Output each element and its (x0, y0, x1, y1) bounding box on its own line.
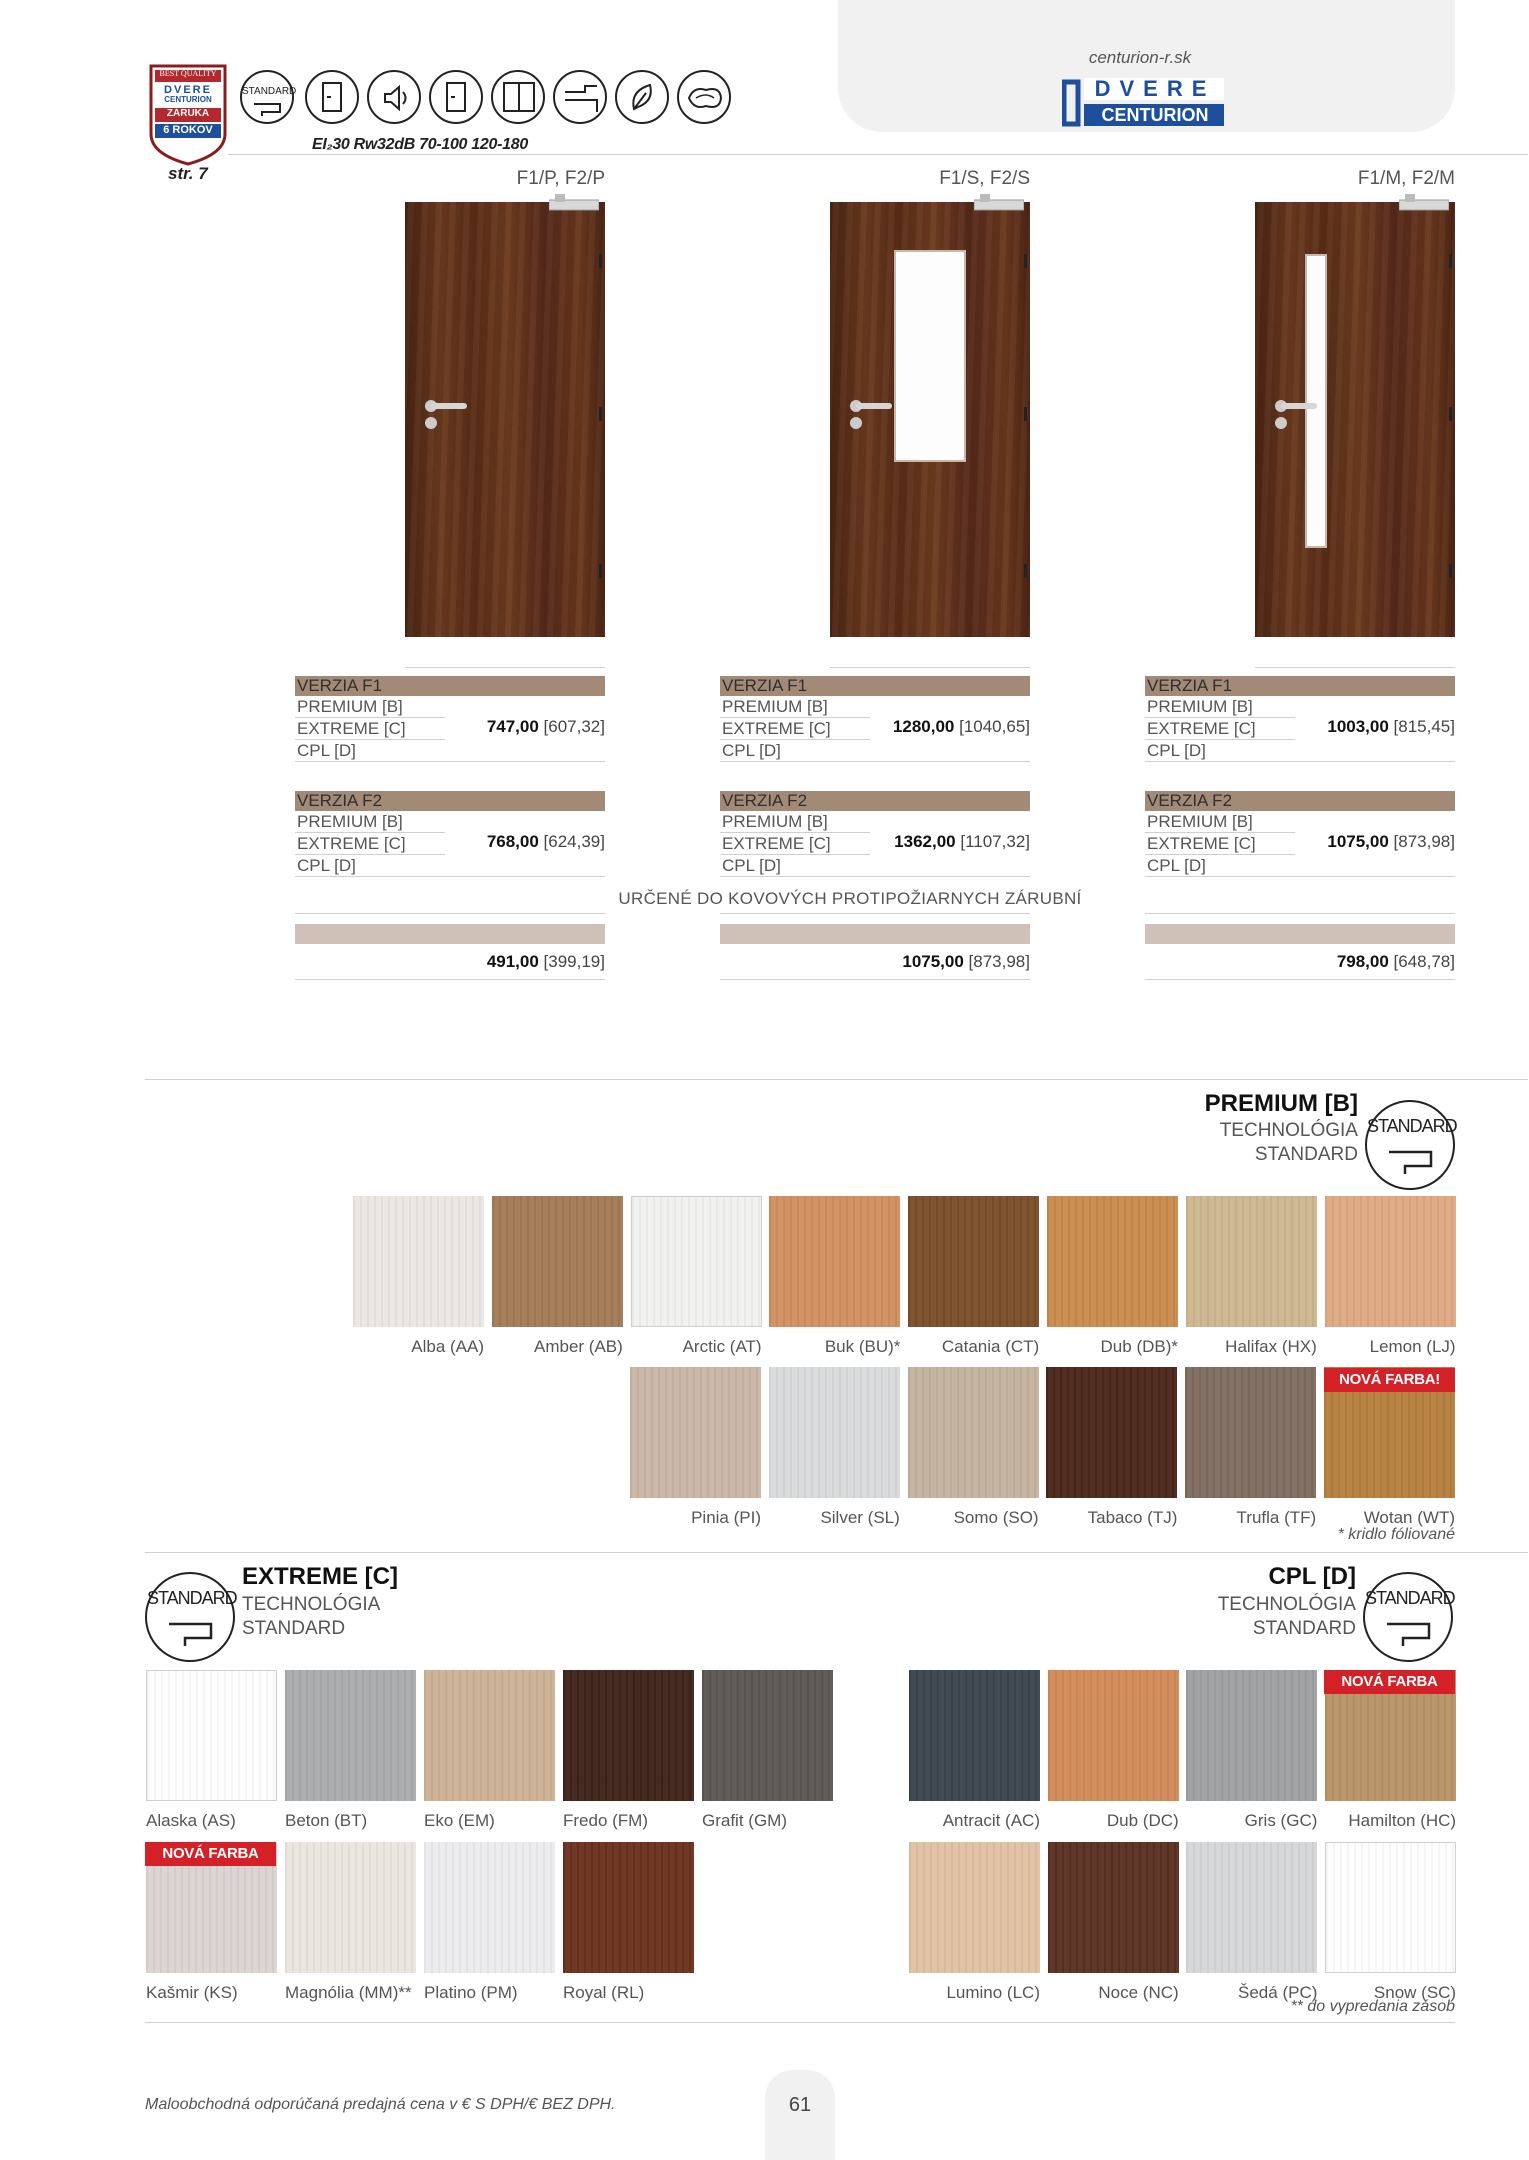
swatch-label: Eko (EM) (424, 1811, 495, 1830)
pricing-row-label: EXTREME [C] (297, 834, 406, 853)
price-frame-net: [648,78] (1393, 952, 1455, 971)
frame-top-line (1145, 913, 1455, 914)
frame-top-line (295, 913, 605, 914)
door-title-m: F1/M, F2/M (1357, 168, 1455, 189)
color-swatch[interactable] (285, 1842, 416, 1973)
price-f1 (1255, 717, 1455, 737)
pricing-row-label: CPL [D] (1147, 741, 1206, 760)
swatch-label: Amber (AB) (534, 1337, 623, 1356)
swatch-label: Royal (RL) (563, 1983, 645, 2002)
swatch-label: Dub (DB)* (1100, 1337, 1178, 1356)
frame-note: URČENÉ DO KOVOVÝCH PROTIPOŽIARNYCH ZÁRUBNÍ (618, 889, 1082, 908)
pricing-row-label: PREMIUM [B] (1147, 697, 1253, 716)
frame-bottom-line (295, 979, 605, 980)
badge-line4: ZÁRUKA (166, 108, 210, 119)
pricing-row-label: PREMIUM [B] (1147, 812, 1253, 831)
color-swatch[interactable] (631, 1196, 762, 1327)
color-swatch[interactable] (909, 1842, 1040, 1973)
pricing-row-line (720, 876, 1030, 877)
pricing-row-label: EXTREME [C] (722, 719, 831, 738)
price-f1 (405, 717, 605, 737)
price-f2-gross: 768,00 (486, 832, 539, 851)
color-swatch[interactable] (492, 1196, 623, 1327)
swatch-label: Snow (SC) (1373, 1983, 1457, 2002)
pricing-top-line (830, 667, 1030, 668)
color-swatch[interactable] (1186, 1196, 1317, 1327)
swatch-label: Pinia (PI) (691, 1508, 761, 1527)
page-number: 61 (765, 2070, 835, 2160)
color-swatch[interactable] (702, 1670, 833, 1801)
swatch-label: Halifax (HX) (1225, 1337, 1317, 1356)
swatch-label: Somo (SO) (953, 1508, 1039, 1527)
price-frame-net: [399,19] (543, 952, 605, 971)
door-image-glass-wide (830, 202, 1030, 637)
frame-bottom-line (1145, 979, 1455, 980)
standard-technology-icon (240, 70, 297, 124)
extreme-standard-badge (145, 1572, 235, 1662)
price-f2-net: [624,39] (543, 832, 605, 851)
color-swatch[interactable] (1185, 1367, 1316, 1498)
version-f1-band: VERZIA F1 (295, 676, 605, 696)
color-swatch[interactable] (1325, 1842, 1456, 1973)
door-width-icon (429, 70, 483, 124)
color-swatch[interactable] (769, 1367, 900, 1498)
extreme-sub2: STANDARD (242, 1618, 346, 1639)
swatch-label: Hamilton (HC) (1348, 1811, 1457, 1830)
swatch-label: Magnólia (MM)** (285, 1983, 412, 2002)
swatch-label: Wotan (WT) (1363, 1508, 1455, 1527)
frame-bottom-line (720, 979, 1030, 980)
premium-standard-badge (1365, 1100, 1455, 1190)
badge-line1: BEST QUALITY (159, 69, 217, 78)
swatch-label: Lemon (LJ) (1369, 1337, 1456, 1356)
premium-badge-label: STANDARD (1367, 1116, 1457, 1136)
pricing-row-label: PREMIUM [B] (722, 812, 828, 831)
cpl-new-color-badge: NOVÁ FARBA (1324, 1670, 1455, 1694)
footer-price-note: Maloobchodná odporúčaná predajná cena v € S DPH/€ BEZ DPH. (145, 2096, 616, 2113)
color-swatch[interactable] (563, 1670, 694, 1801)
color-swatch[interactable] (563, 1842, 694, 1973)
brand-bottom-text: CENTURION (1101, 105, 1209, 125)
pricing-row-label: CPL [D] (297, 741, 356, 760)
badge-line2: DVERE (164, 84, 212, 96)
version-f2-band: VERZIA F2 (295, 791, 605, 811)
pricing-row-line (720, 761, 1030, 762)
pricing-row-label: PREMIUM [B] (722, 697, 828, 716)
swatch-label: Dub (DC) (1106, 1811, 1179, 1830)
premium-sub2: STANDARD (1254, 1144, 1358, 1165)
swatch-label: Fredo (FM) (563, 1811, 648, 1830)
premium-footnote: * kridlo fóliované (1337, 1526, 1455, 1543)
swatch-label: Lumino (LC) (946, 1983, 1040, 2002)
double-door-icon (491, 70, 545, 124)
color-swatch[interactable] (908, 1196, 1039, 1327)
badge-line3: CENTURION (164, 95, 212, 104)
swatch-label: Silver (SL) (820, 1508, 900, 1527)
color-swatch[interactable] (1048, 1670, 1179, 1801)
swatch-label: Noce (NC) (1098, 1983, 1179, 2002)
pricing-row-line (295, 876, 605, 877)
cpl-sub1: TECHNOLÓGIA (1217, 1594, 1356, 1615)
section-divider-1 (145, 1079, 1528, 1080)
frame-band (720, 924, 1030, 944)
pricing-row-line (1145, 876, 1455, 877)
feature-specs-text: EI₂30 Rw32dB 70-100 120-180 (312, 136, 528, 153)
version-f2-band: VERZIA F2 (1145, 791, 1455, 811)
price-f1 (830, 717, 1030, 737)
price-f1-net: [607,32] (543, 717, 605, 736)
cpl-footnote: ** do vypredania zásob (1290, 1998, 1455, 2015)
door-image-plain (405, 202, 605, 637)
swatch-label: Trufla (TF) (1236, 1508, 1317, 1527)
cpl-standard-badge (1363, 1572, 1453, 1662)
cpl-sub2: STANDARD (1252, 1618, 1356, 1639)
swatch-label: Arctic (AT) (682, 1337, 762, 1356)
color-swatch[interactable] (769, 1196, 900, 1327)
pricing-row-label: EXTREME [C] (1147, 834, 1256, 853)
price-frame-gross: 491,00 (486, 952, 539, 971)
door-title-s: F1/S, F2/S (939, 168, 1030, 189)
pricing-row-label: PREMIUM [B] (297, 697, 403, 716)
swatch-label: Buk (BU)* (824, 1337, 901, 1356)
pricing-top-line (1255, 667, 1455, 668)
price-frame (830, 952, 1030, 972)
warranty-badge (147, 62, 229, 166)
color-swatch[interactable] (1186, 1670, 1317, 1801)
swatch-label: Tabaco (TJ) (1087, 1508, 1178, 1527)
page-reference: str. 7 (168, 164, 208, 183)
pricing-row-line (295, 761, 605, 762)
extreme-new-color-badge: NOVÁ FARBA (145, 1842, 276, 1866)
extreme-sub1: TECHNOLÓGIA (242, 1594, 381, 1615)
frame-band (1145, 924, 1455, 944)
color-swatch[interactable] (908, 1367, 1039, 1498)
threshold-icon (553, 70, 607, 124)
brand-top-text: DVERE (1094, 76, 1216, 101)
price-f2 (830, 832, 1030, 852)
price-f1-net: [815,45] (1393, 717, 1455, 736)
door-image-glass-narrow (1255, 202, 1455, 637)
extreme-badge-label: STANDARD (147, 1588, 237, 1608)
price-frame (1255, 952, 1455, 972)
badge-line5: 6 ROKOV (163, 124, 213, 136)
pricing-top-line (405, 667, 605, 668)
color-swatch[interactable] (424, 1670, 555, 1801)
pricing-row-label: EXTREME [C] (297, 719, 406, 738)
swatch-label: Antracit (AC) (942, 1811, 1040, 1830)
sound-insulation-icon (367, 70, 421, 124)
header-divider (228, 154, 1528, 155)
version-f1-band: VERZIA F1 (720, 676, 1030, 696)
price-f1-gross: 1003,00 (1327, 717, 1389, 736)
color-swatch[interactable] (1046, 1367, 1177, 1498)
price-f2-gross: 1362,00 (894, 832, 956, 851)
color-swatch[interactable] (1186, 1842, 1317, 1973)
door-title-p: F1/P, F2/P (516, 168, 605, 189)
website-url[interactable]: centurion-r.sk (1088, 48, 1192, 67)
cpl-badge-label: STANDARD (1365, 1588, 1455, 1608)
pricing-row-label: EXTREME [C] (1147, 719, 1256, 738)
section-divider-2 (145, 1552, 1528, 1553)
swatch-label: Šedá (PC) (1238, 1983, 1318, 2002)
section-divider-3 (145, 2022, 1455, 2023)
premium-sub1: TECHNOLÓGIA (1219, 1120, 1358, 1141)
swatch-label: Platino (PM) (424, 1983, 518, 2002)
color-swatch[interactable] (1325, 1196, 1456, 1327)
color-swatch[interactable] (1047, 1196, 1178, 1327)
fire-resistance-door-icon (305, 70, 359, 124)
price-f2 (1255, 832, 1455, 852)
price-frame-gross: 798,00 (1336, 952, 1389, 971)
price-f2-net: [1107,32] (960, 832, 1030, 851)
swatch-label: Beton (BT) (285, 1811, 368, 1830)
swatch-label: Alaska (AS) (146, 1811, 236, 1830)
version-f2-band: VERZIA F2 (720, 791, 1030, 811)
color-swatch[interactable] (146, 1670, 277, 1801)
price-f2 (405, 832, 605, 852)
price-frame (405, 952, 605, 972)
pricing-row-label: CPL [D] (297, 856, 356, 875)
color-swatch[interactable] (1048, 1842, 1179, 1973)
pricing-row-label: CPL [D] (722, 741, 781, 760)
price-f1-gross: 1280,00 (892, 717, 955, 736)
pricing-row-label: CPL [D] (1147, 856, 1206, 875)
brand-logo (1062, 76, 1227, 128)
swatch-label: Gris (GC) (1244, 1811, 1318, 1830)
pricing-row-label: EXTREME [C] (722, 834, 831, 853)
pricing-row-line (1145, 761, 1455, 762)
premium-new-color-badge: NOVÁ FARBA! (1324, 1368, 1455, 1392)
standard-icon-label: STANDARD (242, 86, 297, 97)
price-f1-gross: 747,00 (486, 717, 539, 736)
swatch-label: Alba (AA) (411, 1337, 484, 1356)
color-swatch[interactable] (285, 1670, 416, 1801)
price-frame-gross: 1075,00 (902, 952, 964, 971)
premium-title: PREMIUM [B] (1204, 1090, 1358, 1117)
frame-top-line (720, 913, 1030, 914)
price-frame-net: [873,98] (968, 952, 1030, 971)
pricing-row-label: CPL [D] (722, 856, 781, 875)
extreme-title: EXTREME [C] (242, 1563, 398, 1590)
swatch-label: Catania (CT) (941, 1337, 1040, 1356)
price-f1-net: [1040,65] (959, 717, 1030, 736)
wood-texture-icon (677, 70, 731, 124)
price-f2-net: [873,98] (1393, 832, 1455, 851)
swatch-label: Kašmir (KS) (146, 1983, 238, 2002)
color-swatch[interactable] (424, 1842, 555, 1973)
frame-band (295, 924, 605, 944)
version-f1-band: VERZIA F1 (1145, 676, 1455, 696)
swatch-label: Grafit (GM) (702, 1811, 787, 1830)
eco-leaf-icon (615, 70, 669, 124)
price-f2-gross: 1075,00 (1327, 832, 1389, 851)
pricing-row-label: PREMIUM [B] (297, 812, 403, 831)
color-swatch[interactable] (909, 1670, 1040, 1801)
cpl-title: CPL [D] (1268, 1563, 1356, 1590)
color-swatch[interactable] (630, 1367, 761, 1498)
color-swatch[interactable] (353, 1196, 484, 1327)
